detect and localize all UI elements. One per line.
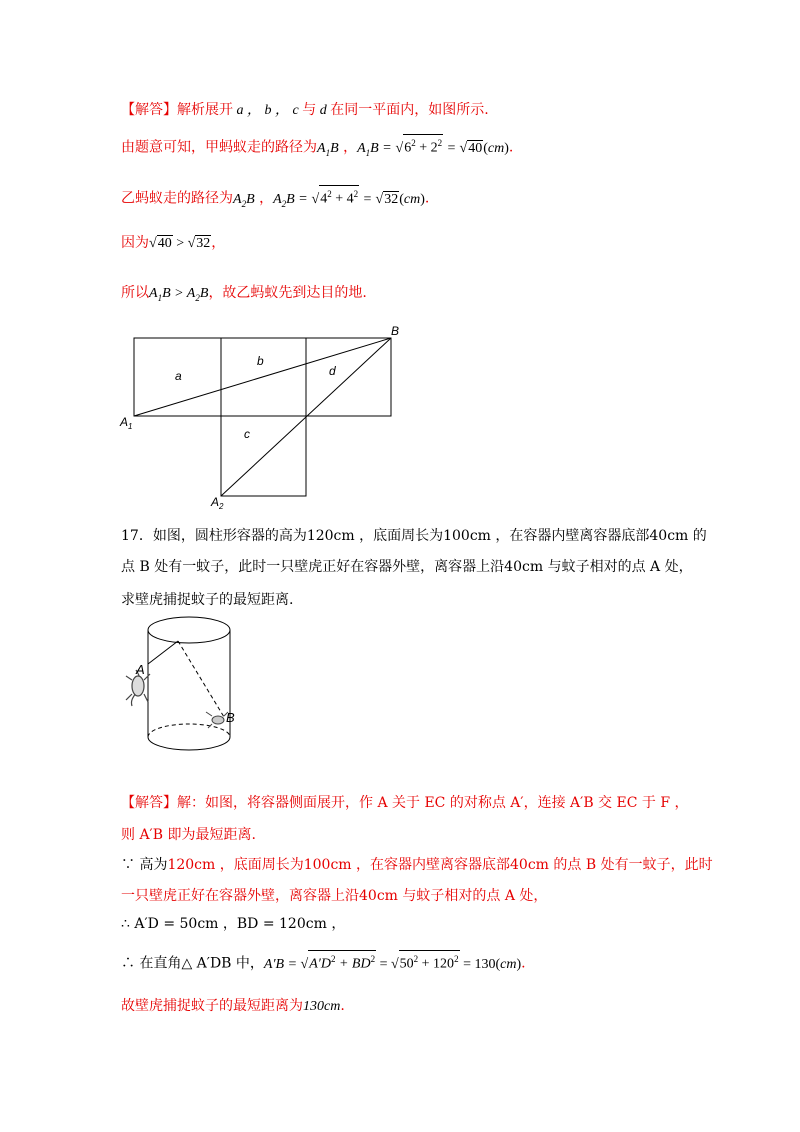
solution2-line6: ∴ 在直角△ A′DB 中，$A'B = √A'D^2 + BD^2 = √50^2 + 120^2 = 130(cm)$. [121,950,526,975]
label-c: c [244,427,250,441]
solution2-line1: 【解答】解：如图，将容器侧面展开，作 A 关于 EC 的对称点 A′，连接 A′B 交 EC 于 F ， [121,795,689,811]
problem17-line3: 求壁虎捕捉蚊子的最短距离. [121,592,294,608]
label-B: B [391,324,400,338]
answer-tag: 【解答】 [121,102,177,118]
answer-tag: 【解答】 [121,795,177,811]
cylinder-figure [120,612,250,767]
solution2-line2: 则 A′B 即为最短距离. [121,827,256,843]
solution1-line5: 所以$A_1B > A_2B$，故乙蚂蚁先到达目的地. [121,285,367,303]
label-A: A [136,662,145,677]
cylinder-bottom-front [148,737,230,750]
solution2-line3: ∵ 高为120cm ，底面周长为100cm ，在容器内壁离容器底部40cm 的点 B 处有一蚊子，此时 [121,857,713,873]
label-d: d [329,364,336,378]
path-a1b [134,338,391,416]
path-rim-to-b [178,641,224,717]
label-A1: $A_1$ [120,415,133,431]
cylinder-top-ellipse [148,617,230,643]
path-a-to-rim [148,641,178,664]
problem17-line1: 17．如图，圆柱形容器的高为120cm ，底面周长为100cm ，在容器内壁离容器底部40cm 的 [121,528,707,544]
solution1-line4: 因为√40 > √32， [121,235,226,251]
unfolded-paths-figure [115,320,415,515]
label-b: b [257,354,264,368]
solution2-line5: ∴ A′D = 50cm ，BD = 120cm ， [121,916,346,932]
label-B: B [226,710,235,725]
solution2-line4: 一只壁虎正好在容器外壁，离容器上沿40cm 与蚊子相对的点 A 处， [121,888,548,904]
cylinder-bottom-back [148,724,230,737]
label-A2: $A_2$ [211,495,224,511]
solution1-line1: 【解答】解析展开 a ， b ， c 与 d 在同一平面内，如图所示. [121,102,489,118]
solution1-line2: 由题意可知，甲蚂蚁走的路径为$A_1B$ ，$A_1B = √6^2 + 2^2 = √40(cm)$. [121,134,513,162]
solution2-line7: 故壁虎捕捉蚊子的最短距离为130cm. [121,998,345,1014]
solution1-line3: 乙蚂蚁走的路径为$A_2B$ ，$A_2B = √4^2 + 4^2 = √32(cm)$. [121,185,429,213]
problem17-line2: 点 B 处有一蚊子，此时一只壁虎正好在容器外壁，离容器上沿40cm 与蚊子相对的点 A 处， [121,559,693,575]
label-a: a [175,369,182,383]
